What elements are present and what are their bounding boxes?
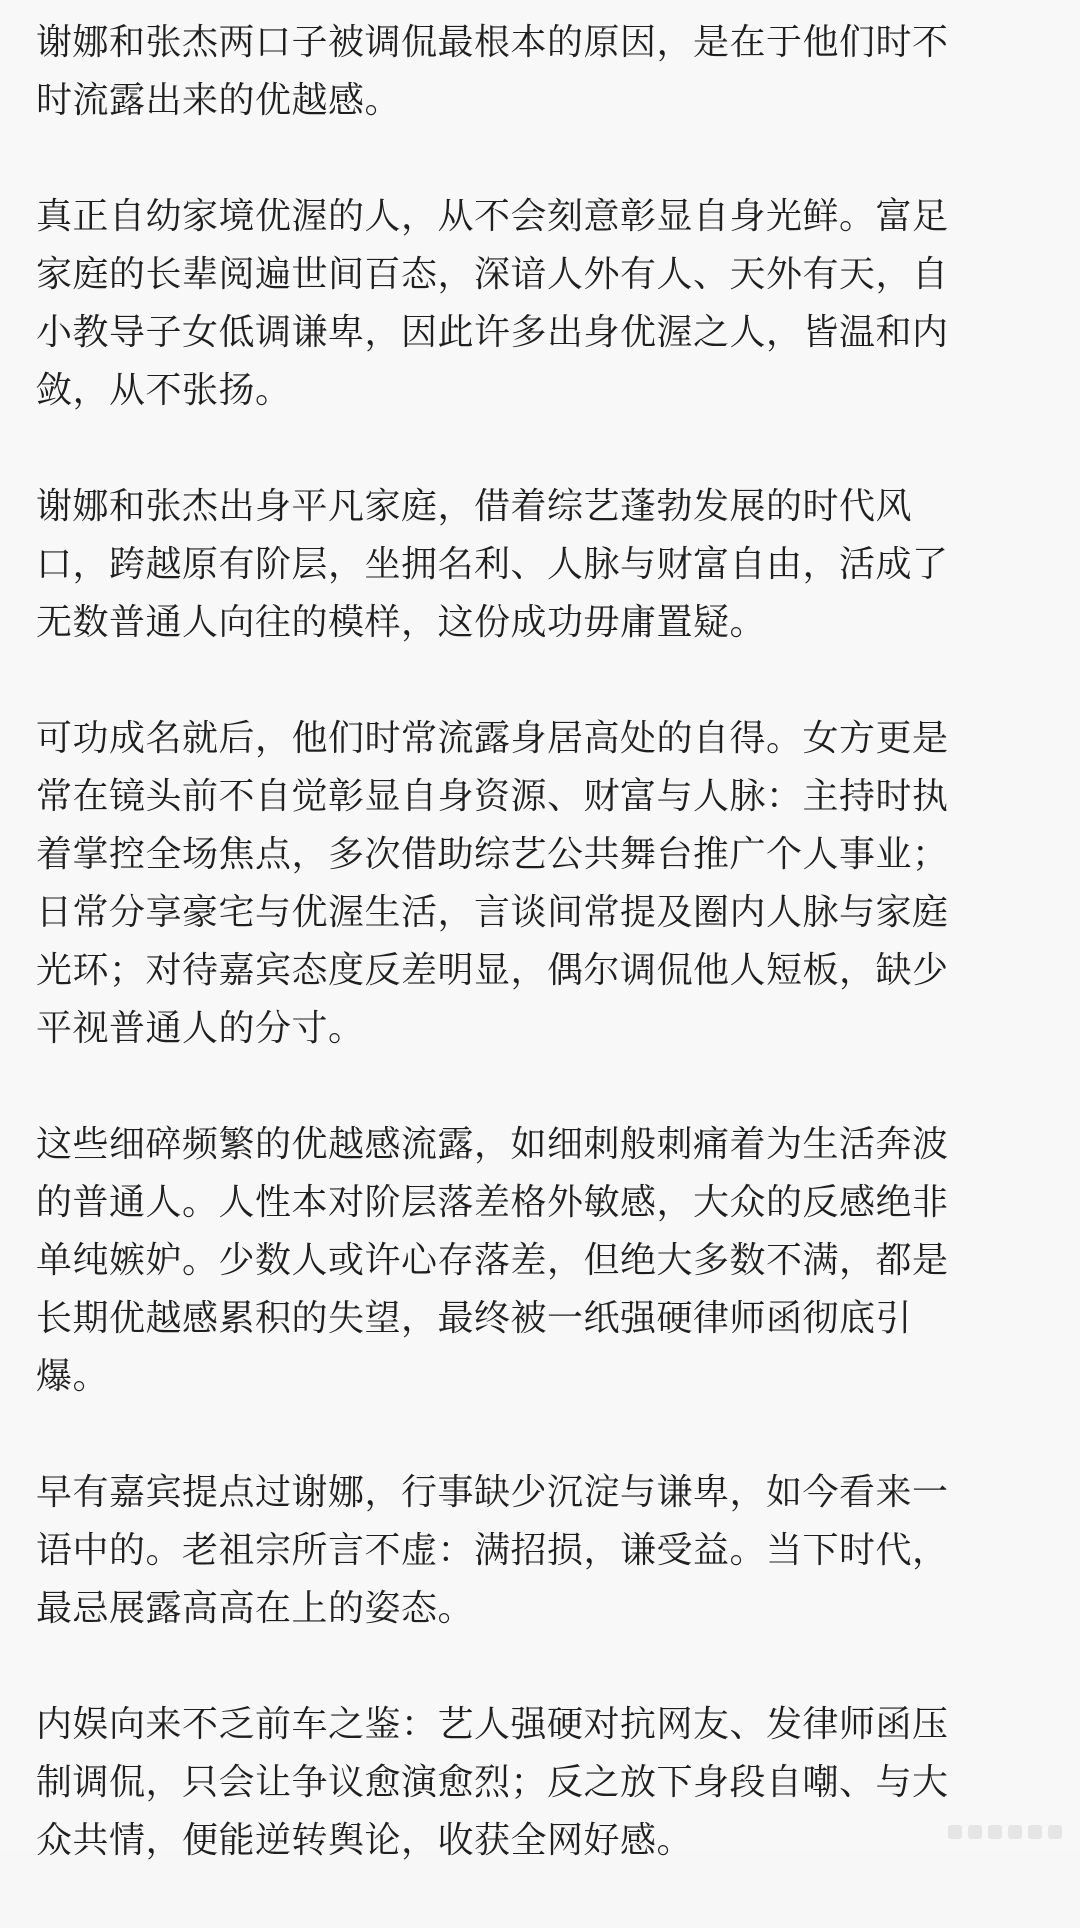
paragraph-line: 内娱向来不乏前车之鉴：艺人强硬对抗网友、发律师函压 bbox=[36, 1704, 949, 1745]
paragraph-line: 众共情，便能逆转舆论，收获全网好感。 bbox=[36, 1820, 694, 1861]
paragraph-line: 早有嘉宾提点过谢娜，行事缺少沉淀与谦卑，如今看来一 bbox=[36, 1472, 949, 1513]
watermark bbox=[948, 1820, 1062, 1844]
watermark-mark bbox=[948, 1825, 962, 1839]
paragraph-line: 口，跨越原有阶层，坐拥名利、人脉与财富自由，活成了 bbox=[36, 544, 949, 585]
paragraph bbox=[36, 14, 1026, 130]
paragraph-line: 日常分享豪宅与优渥生活，言谈间常提及圈内人脉与家庭 bbox=[36, 892, 949, 933]
paragraph-line: 着掌控全场焦点，多次借助综艺公共舞台推广个人事业； bbox=[36, 834, 949, 875]
paragraph-line: 谢娜和张杰出身平凡家庭，借着综艺蓬勃发展的时代风 bbox=[36, 486, 913, 527]
paragraph-line: 语中的。老祖宗所言不虚：满招损，谦受益。当下时代， bbox=[36, 1530, 949, 1571]
paragraph-line: 常在镜头前不自觉彰显自身资源、财富与人脉：主持时执 bbox=[36, 776, 949, 817]
paragraph-line: 制调侃，只会让争议愈演愈烈；反之放下身段自嘲、与大 bbox=[36, 1762, 949, 1803]
paragraph bbox=[36, 1116, 1026, 1406]
paragraph-line: 光环；对待嘉宾态度反差明显，偶尔调侃他人短板，缺少 bbox=[36, 950, 949, 991]
paragraph-line: 时流露出来的优越感。 bbox=[36, 80, 402, 121]
paragraph-line: 这些细碎频繁的优越感流露，如细刺般刺痛着为生活奔波 bbox=[36, 1124, 949, 1165]
paragraph-line: 真正自幼家境优渥的人，从不会刻意彰显自身光鲜。富足 bbox=[36, 196, 949, 237]
paragraph bbox=[36, 478, 1026, 652]
paragraph-line: 长期优越感累积的失望，最终被一纸强硬律师函彻底引 bbox=[36, 1298, 913, 1339]
paragraph bbox=[36, 1696, 1026, 1870]
paragraph-line: 单纯嫉妒。少数人或许心存落差，但绝大多数不满，都是 bbox=[36, 1240, 949, 1281]
paragraph-line: 家庭的长辈阅遍世间百态，深谙人外有人、天外有天，自 bbox=[36, 254, 949, 295]
watermark-mark bbox=[1008, 1825, 1022, 1839]
article-body bbox=[36, 14, 1026, 1928]
paragraph bbox=[36, 710, 1026, 1058]
paragraph bbox=[36, 1464, 1026, 1638]
paragraph-line: 小教导子女低调谦卑，因此许多出身优渥之人，皆温和内 bbox=[36, 312, 949, 353]
paragraph-line: 谢娜和张杰两口子被调侃最根本的原因，是在于他们时不 bbox=[36, 22, 949, 63]
paragraph-line: 爆。 bbox=[36, 1356, 110, 1397]
paragraph-line: 的普通人。人性本对阶层落差格外敏感，大众的反感绝非 bbox=[36, 1182, 949, 1223]
watermark-mark bbox=[968, 1825, 982, 1839]
paragraph-line: 敛，从不张扬。 bbox=[36, 370, 292, 411]
paragraph-line: 平视普通人的分寸。 bbox=[36, 1008, 365, 1049]
paragraph-line: 无数普通人向往的模样，这份成功毋庸置疑。 bbox=[36, 602, 767, 643]
paragraph-line: 最忌展露高高在上的姿态。 bbox=[36, 1588, 475, 1629]
paragraph bbox=[36, 188, 1026, 420]
watermark-mark bbox=[1028, 1825, 1042, 1839]
watermark-mark bbox=[988, 1825, 1002, 1839]
paragraph-line: 可功成名就后，他们时常流露身居高处的自得。女方更是 bbox=[36, 718, 949, 759]
watermark-mark bbox=[1048, 1825, 1062, 1839]
